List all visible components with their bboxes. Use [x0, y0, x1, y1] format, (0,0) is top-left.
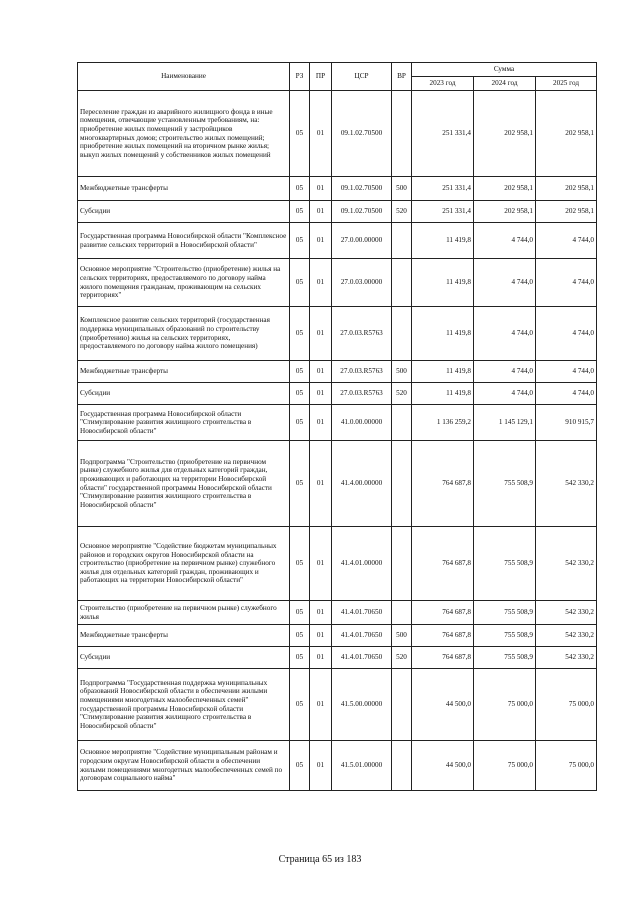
cell-name: Межбюджетные трансферты — [78, 177, 290, 201]
cell-pr: 01 — [310, 307, 332, 361]
cell-name: Подпрограмма "Строительство (приобретение на первичном рынке) служебного жилья для отдельных категорий граждан, проживающих и работающих на территории Новосибирской области" государственной программы Новосибирской области "Стимулирование развития жилищного строительства в Новосибирской области" — [78, 441, 290, 527]
cell-y2025: 4 744,0 — [536, 307, 597, 361]
cell-rz: 05 — [290, 647, 310, 669]
table-row — [78, 223, 597, 259]
cell-vr — [392, 259, 412, 307]
cell-pr: 01 — [310, 405, 332, 441]
cell-y2023: 251 331,4 — [412, 201, 474, 223]
cell-pr: 01 — [310, 91, 332, 177]
cell-rz: 05 — [290, 201, 310, 223]
cell-y2024: 202 958,1 — [474, 91, 536, 177]
header-sum: Сумма — [412, 63, 597, 77]
cell-csr: 41.4.01.70650 — [332, 625, 392, 647]
cell-y2024: 4 744,0 — [474, 383, 536, 405]
cell-y2024: 4 744,0 — [474, 223, 536, 259]
table-row — [78, 741, 597, 791]
cell-pr: 01 — [310, 669, 332, 741]
cell-csr: 41.4.01.70650 — [332, 601, 392, 625]
cell-y2025: 542 330,2 — [536, 601, 597, 625]
cell-vr — [392, 91, 412, 177]
cell-y2024: 4 744,0 — [474, 361, 536, 383]
header-rz: РЗ — [290, 63, 310, 91]
cell-y2024: 755 508,9 — [474, 441, 536, 527]
cell-pr: 01 — [310, 601, 332, 625]
cell-y2023: 764 687,8 — [412, 625, 474, 647]
cell-y2025: 202 958,1 — [536, 91, 597, 177]
cell-pr: 01 — [310, 647, 332, 669]
cell-y2024: 4 744,0 — [474, 307, 536, 361]
cell-pr: 01 — [310, 441, 332, 527]
cell-vr — [392, 741, 412, 791]
cell-vr — [392, 601, 412, 625]
header-year-2025: 2025 год — [536, 77, 597, 91]
cell-pr: 01 — [310, 223, 332, 259]
cell-name: Основное мероприятие "Содействие муниципальным районам и городским округам Новосибирской области в обеспечении жилыми помещениями многодетных малообеспеченных семей по договорам социального найма" — [78, 741, 290, 791]
cell-vr — [392, 441, 412, 527]
table-row — [78, 177, 597, 201]
cell-vr: 500 — [392, 177, 412, 201]
cell-y2025: 542 330,2 — [536, 527, 597, 601]
cell-y2025: 542 330,2 — [536, 625, 597, 647]
cell-y2024: 202 958,1 — [474, 177, 536, 201]
table-row — [78, 669, 597, 741]
table-row — [78, 527, 597, 601]
cell-rz: 05 — [290, 669, 310, 741]
header-pr: ПР — [310, 63, 332, 91]
cell-pr: 01 — [310, 259, 332, 307]
table-row — [78, 383, 597, 405]
cell-y2023: 11 419,8 — [412, 307, 474, 361]
cell-rz: 05 — [290, 383, 310, 405]
cell-csr: 09.1.02.70500 — [332, 91, 392, 177]
cell-csr: 09.1.02.70500 — [332, 177, 392, 201]
table-row — [78, 601, 597, 625]
header-year-2024: 2024 год — [474, 77, 536, 91]
cell-csr: 41.4.00.00000 — [332, 441, 392, 527]
cell-pr: 01 — [310, 201, 332, 223]
cell-vr — [392, 307, 412, 361]
cell-name: Основное мероприятие "Содействие бюджетам муниципальных районов и городских округов Новосибирской области на строительство (приобретение на первичном рынке) служебного жилья для отдельных категорий граждан, проживающих и работающих на территории Новосибирской области" — [78, 527, 290, 601]
cell-rz: 05 — [290, 601, 310, 625]
table-body — [78, 91, 597, 791]
cell-y2025: 75 000,0 — [536, 741, 597, 791]
cell-y2023: 251 331,4 — [412, 177, 474, 201]
cell-rz: 05 — [290, 91, 310, 177]
cell-vr: 520 — [392, 383, 412, 405]
cell-rz: 05 — [290, 405, 310, 441]
cell-csr: 41.5.00.00000 — [332, 669, 392, 741]
cell-y2023: 44 500,0 — [412, 741, 474, 791]
cell-rz: 05 — [290, 527, 310, 601]
cell-y2025: 542 330,2 — [536, 441, 597, 527]
cell-name: Межбюджетные трансферты — [78, 361, 290, 383]
cell-name: Межбюджетные трансферты — [78, 625, 290, 647]
cell-y2025: 4 744,0 — [536, 361, 597, 383]
cell-csr: 27.0.00.00000 — [332, 223, 392, 259]
cell-vr: 520 — [392, 647, 412, 669]
cell-y2024: 202 958,1 — [474, 201, 536, 223]
table-row — [78, 647, 597, 669]
cell-rz: 05 — [290, 259, 310, 307]
cell-vr — [392, 223, 412, 259]
cell-name: Субсидии — [78, 201, 290, 223]
cell-y2024: 75 000,0 — [474, 669, 536, 741]
cell-vr — [392, 405, 412, 441]
header-csr: ЦСР — [332, 63, 392, 91]
table-row — [78, 307, 597, 361]
cell-y2023: 251 331,4 — [412, 91, 474, 177]
cell-name: Государственная программа Новосибирской области "Стимулирование развития жилищного строительства в Новосибирской области" — [78, 405, 290, 441]
cell-name: Основное мероприятие "Строительство (приобретение) жилья на сельских территориях, предоставляемого по договору найма жилого помещения гражданам, проживающим на сельских территориях" — [78, 259, 290, 307]
cell-name: Государственная программа Новосибирской области "Комплексное развитие сельских территорий в Новосибирской области" — [78, 223, 290, 259]
table-header — [78, 63, 597, 91]
cell-y2023: 764 687,8 — [412, 647, 474, 669]
cell-pr: 01 — [310, 177, 332, 201]
cell-vr — [392, 669, 412, 741]
cell-y2024: 75 000,0 — [474, 741, 536, 791]
cell-y2023: 11 419,8 — [412, 383, 474, 405]
cell-rz: 05 — [290, 625, 310, 647]
cell-name: Субсидии — [78, 383, 290, 405]
cell-rz: 05 — [290, 741, 310, 791]
cell-pr: 01 — [310, 527, 332, 601]
cell-vr: 500 — [392, 361, 412, 383]
cell-rz: 05 — [290, 441, 310, 527]
cell-rz: 05 — [290, 361, 310, 383]
cell-y2024: 1 145 129,1 — [474, 405, 536, 441]
cell-y2025: 4 744,0 — [536, 259, 597, 307]
table-row — [78, 91, 597, 177]
cell-y2024: 755 508,9 — [474, 601, 536, 625]
cell-pr: 01 — [310, 625, 332, 647]
table-row — [78, 259, 597, 307]
cell-y2025: 910 915,7 — [536, 405, 597, 441]
cell-y2023: 1 136 259,2 — [412, 405, 474, 441]
cell-csr: 27.0.03.R5763 — [332, 307, 392, 361]
page-number: Страница 65 из 183 — [278, 854, 362, 865]
cell-y2023: 764 687,8 — [412, 441, 474, 527]
cell-y2025: 202 958,1 — [536, 201, 597, 223]
cell-rz: 05 — [290, 177, 310, 201]
cell-rz: 05 — [290, 307, 310, 361]
cell-csr: 41.5.01.00000 — [332, 741, 392, 791]
cell-y2025: 4 744,0 — [536, 223, 597, 259]
cell-name: Переселение граждан из аварийного жилищного фонда в иные помещения, отвечающие установленным требованиям, на: приобретение жилых помещений у застройщиков многоквартирных домов; строительство жилых помещений; приобретение жилых помещений на вторичном рынке жилья; выкуп жилых помещений у собственников жилых помещений — [78, 91, 290, 177]
cell-y2023: 44 500,0 — [412, 669, 474, 741]
cell-y2023: 764 687,8 — [412, 527, 474, 601]
cell-csr: 27.0.03.00000 — [332, 259, 392, 307]
cell-y2024: 4 744,0 — [474, 259, 536, 307]
cell-y2025: 202 958,1 — [536, 177, 597, 201]
cell-y2025: 4 744,0 — [536, 383, 597, 405]
cell-pr: 01 — [310, 741, 332, 791]
cell-pr: 01 — [310, 361, 332, 383]
cell-y2024: 755 508,9 — [474, 647, 536, 669]
header-name: Наименование — [78, 63, 290, 91]
table-row — [78, 405, 597, 441]
cell-y2023: 11 419,8 — [412, 361, 474, 383]
cell-vr: 520 — [392, 201, 412, 223]
header-vr: ВР — [392, 63, 412, 91]
cell-name: Строительство (приобретение на первичном рынке) служебного жилья — [78, 601, 290, 625]
cell-y2023: 11 419,8 — [412, 223, 474, 259]
cell-y2024: 755 508,9 — [474, 625, 536, 647]
table-row — [78, 201, 597, 223]
cell-name: Субсидии — [78, 647, 290, 669]
header-year-2023: 2023 год — [412, 77, 474, 91]
cell-vr — [392, 527, 412, 601]
cell-csr: 41.4.01.70650 — [332, 647, 392, 669]
cell-pr: 01 — [310, 383, 332, 405]
cell-name: Комплексное развитие сельских территорий (государственная поддержка муниципальных образований по строительству (приобретению) жилья на сельских территориях, предоставляемого по договору найма жилого помещения) — [78, 307, 290, 361]
table-row — [78, 361, 597, 383]
cell-y2024: 755 508,9 — [474, 527, 536, 601]
cell-name: Подпрограмма "Государственная поддержка муниципальных образований Новосибирской области в обеспечении жилыми помещениями многодетных малообеспеченных семей" государственной программы Новосибирской области "Стимулирование развития жилищного строительства в Новосибирской области" — [78, 669, 290, 741]
budget-table — [77, 62, 597, 791]
cell-csr: 27.0.03.R5763 — [332, 361, 392, 383]
table-row — [78, 441, 597, 527]
table-row — [78, 625, 597, 647]
cell-csr: 27.0.03.R5763 — [332, 383, 392, 405]
cell-y2023: 764 687,8 — [412, 601, 474, 625]
cell-rz: 05 — [290, 223, 310, 259]
cell-y2025: 75 000,0 — [536, 669, 597, 741]
cell-vr: 500 — [392, 625, 412, 647]
cell-csr: 41.4.01.00000 — [332, 527, 392, 601]
cell-csr: 09.1.02.70500 — [332, 201, 392, 223]
cell-csr: 41.0.00.00000 — [332, 405, 392, 441]
cell-y2023: 11 419,8 — [412, 259, 474, 307]
cell-y2025: 542 330,2 — [536, 647, 597, 669]
